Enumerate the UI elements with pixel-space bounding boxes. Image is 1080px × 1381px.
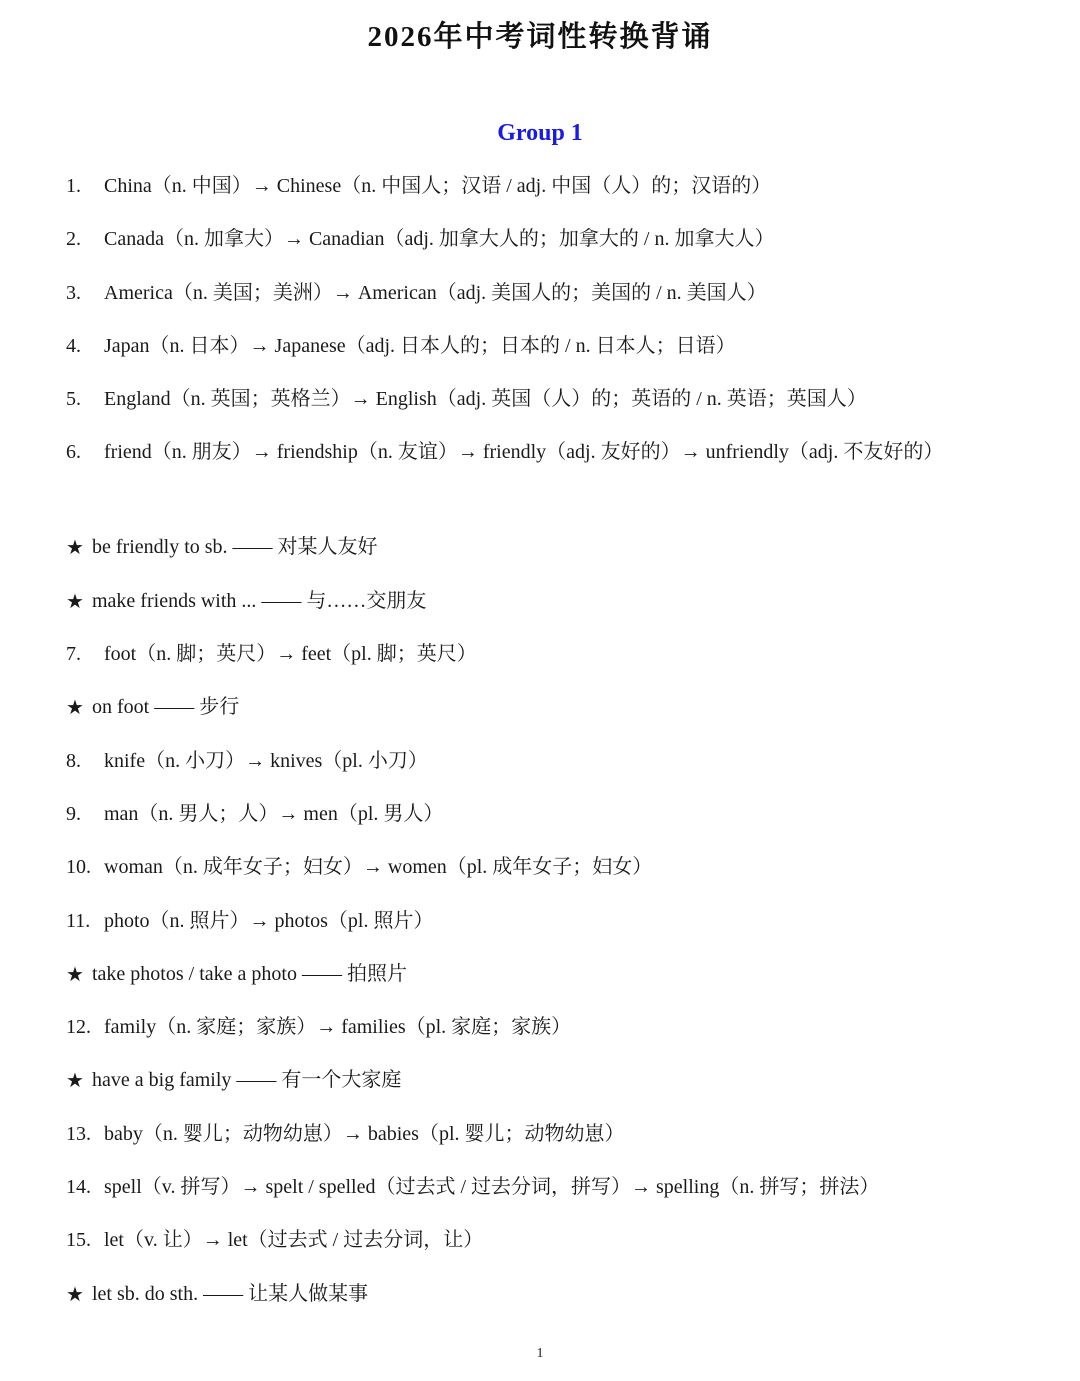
item-text: Canada（n. 加拿大）→ Canadian（adj. 加拿大人的；加拿大的 / n. 加拿大人） (104, 228, 775, 251)
list-item (66, 438, 986, 533)
item-text: friend（n. 朋友）→ friendship（n. 友谊）→ friendly（adj. 友好的）→ unfriendly（adj. 不友好的） (104, 441, 944, 464)
phrase-text: have a big family —— 有一个大家庭 (92, 1069, 402, 1092)
star-icon: ★ (66, 961, 84, 986)
item-number: 2. (66, 228, 81, 251)
star-icon: ★ (66, 535, 84, 560)
phrase-text: let sb. do sth. —— 让某人做某事 (92, 1282, 369, 1305)
item-number: 5. (66, 388, 81, 411)
phrase-item (66, 533, 986, 586)
list-item (66, 1120, 986, 1173)
item-text: China（n. 中国）→ Chinese（n. 中国人；汉语 / adj. 中国（人）的；汉语的） (104, 175, 772, 197)
item-number: 11. (66, 909, 91, 932)
list-item (66, 332, 986, 385)
page-title: 2026年中考词性转换背诵 (367, 21, 713, 53)
star-icon: ★ (66, 695, 84, 720)
page-number: 1 (536, 1346, 544, 1361)
item-number: 3. (66, 281, 81, 304)
item-text: Japan（n. 日本）→ Japanese（adj. 日本人的；日本的 / n. 日本人；日语） (104, 334, 736, 357)
phrase-text: on foot —— 步行 (92, 696, 240, 719)
item-number: 14. (66, 1176, 91, 1199)
list-item (66, 279, 986, 332)
phrase-item (66, 1066, 986, 1119)
list-item (66, 800, 986, 853)
item-number: 7. (66, 643, 81, 666)
list-item (66, 172, 986, 225)
item-number: 1. (66, 175, 81, 197)
item-number: 12. (66, 1016, 91, 1039)
vocabulary-list (66, 172, 986, 1333)
list-item (66, 385, 986, 438)
phrase-text: be friendly to sb. —— 对某人友好 (92, 536, 378, 559)
phrase-text: make friends with ... —— 与……交朋友 (92, 589, 427, 612)
item-number: 13. (66, 1122, 91, 1145)
item-text: photo（n. 照片）→ photos（pl. 照片） (104, 909, 434, 932)
item-number: 10. (66, 856, 91, 879)
list-item (66, 1226, 986, 1279)
item-text: England（n. 英国；英格兰）→ English（adj. 英国（人）的；英语的 / n. 英语；英国人） (104, 388, 867, 411)
phrase-text: take photos / take a photo —— 拍照片 (92, 962, 407, 985)
item-text: spell（v. 拼写）→ spelt / spelled（过去式 / 过去分词，拼写）→ spelling（n. 拼写；拼法） (104, 1176, 880, 1199)
item-text: knife（n. 小刀）→ knives（pl. 小刀） (104, 749, 428, 772)
phrase-item (66, 960, 986, 1013)
item-number: 15. (66, 1229, 91, 1252)
star-icon: ★ (66, 1068, 84, 1093)
item-text: foot（n. 脚；英尺）→ feet（pl. 脚；英尺） (104, 643, 477, 666)
list-item (66, 747, 986, 800)
list-item (66, 853, 986, 906)
list-item (66, 1173, 986, 1226)
list-item (66, 225, 986, 278)
phrase-item (66, 1280, 986, 1333)
item-text: man（n. 男人；人）→ men（pl. 男人） (104, 802, 444, 825)
group-heading: Group 1 (497, 120, 583, 146)
item-text: America（n. 美国；美洲）→ American（adj. 美国人的；美国的 / n. 美国人） (104, 281, 767, 304)
phrase-item (66, 587, 986, 640)
item-number: 8. (66, 749, 81, 772)
item-text: baby（n. 婴儿；动物幼崽）→ babies（pl. 婴儿；动物幼崽） (104, 1122, 625, 1145)
item-text: family（n. 家庭；家族）→ families（pl. 家庭；家族） (104, 1016, 572, 1039)
phrase-item (66, 693, 986, 746)
item-number: 6. (66, 441, 81, 464)
item-number: 9. (66, 802, 81, 825)
list-item (66, 640, 986, 693)
list-item (66, 907, 986, 960)
item-text: woman（n. 成年女子；妇女）→ women（pl. 成年女子；妇女） (104, 856, 653, 879)
item-number: 4. (66, 334, 81, 357)
list-item (66, 1013, 986, 1066)
item-text: let（v. 让）→ let（过去式 / 过去分词，让） (104, 1229, 484, 1252)
star-icon: ★ (66, 588, 84, 613)
star-icon: ★ (66, 1281, 84, 1306)
